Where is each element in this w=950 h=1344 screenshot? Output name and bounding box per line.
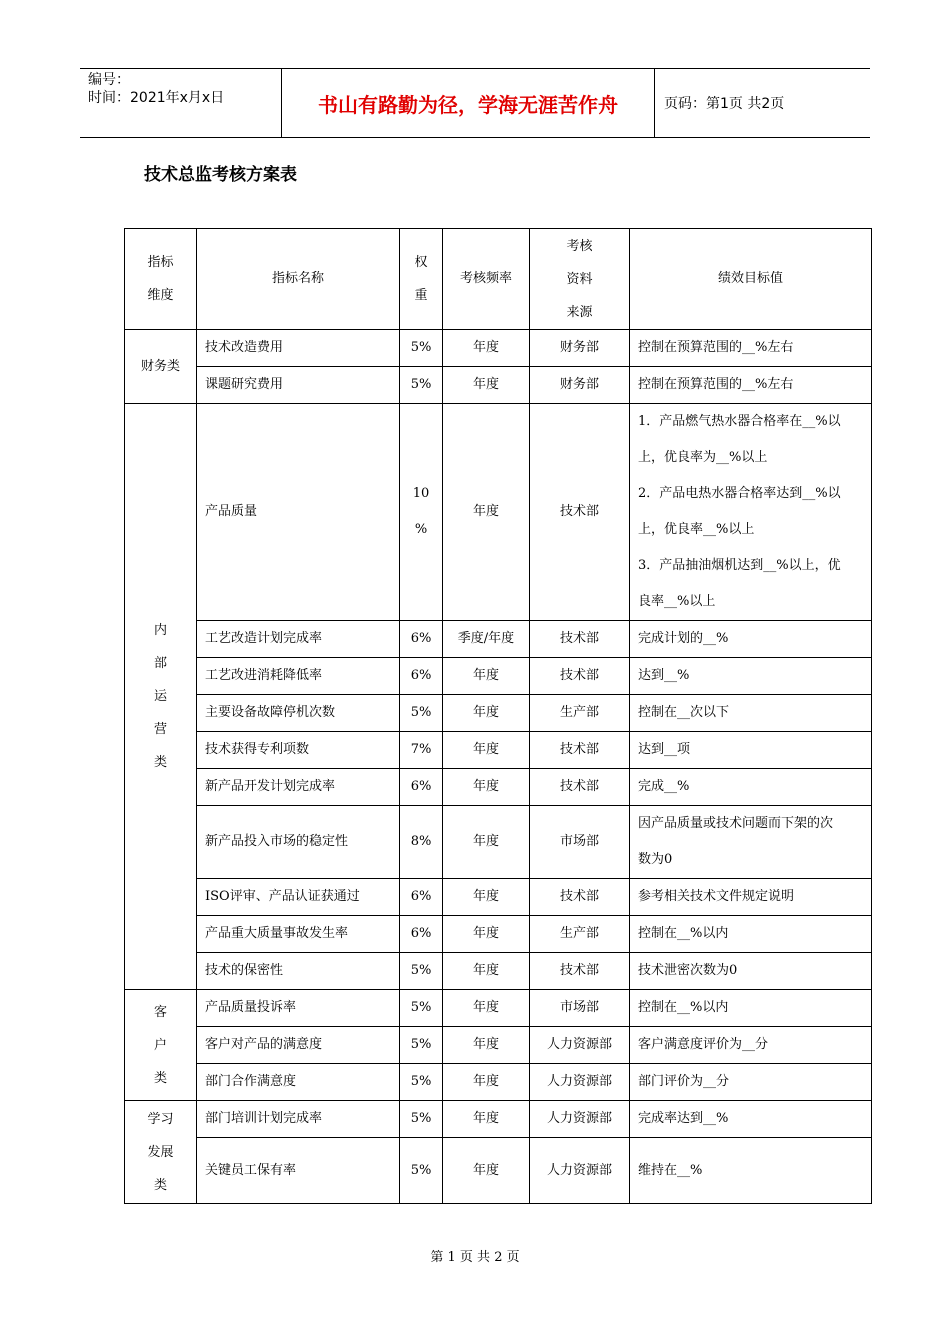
weight-cell: 6% [400,658,443,695]
target-cell: 部门评价为__分 [630,1064,872,1101]
indicator-name: 部门培训计划完成率 [197,1101,400,1138]
frequency-cell: 年度 [443,806,530,879]
dimension-label: 财务类 [140,359,180,374]
weight-cell: 5% [400,695,443,732]
source-cell: 技术部 [530,658,630,695]
dimension-label: 客 [153,1004,167,1020]
source-cell: 技术部 [530,953,630,990]
dimension-cell [125,990,197,1101]
frequency-cell: 年度 [443,990,530,1027]
table-row [125,732,872,769]
dimension-label: 类 [153,755,167,770]
indicator-name: 工艺改进消耗降低率 [197,658,400,695]
dimension-label: 户 [153,1037,167,1053]
target-cell: 控制在预算范围的__%左右 [630,330,872,367]
weight-cell: 6% [400,879,443,916]
target-line: 因产品质量或技术问题而下架的次 [638,816,834,831]
source-cell: 市场部 [530,806,630,879]
frequency-cell: 年度 [443,330,530,367]
kpi-table [124,228,872,1204]
weight-cell [400,404,443,621]
indicator-name: 新产品投入市场的稳定性 [197,806,400,879]
weight-cell: 5% [400,367,443,404]
table-row [125,916,872,953]
time-label: 时间：2021年x月x日 [88,90,225,106]
target-cell: 控制在__次以下 [630,695,872,732]
frequency-cell: 年度 [443,769,530,806]
dimension-label: 营 [153,722,167,737]
indicator-name: 新产品开发计划完成率 [197,769,400,806]
indicator-name: ISO评审、产品认证获通过 [197,879,400,916]
header-weight: 权 重 [400,229,443,330]
target-line: 数为0 [638,852,673,867]
weight-line: % [414,522,428,537]
header-frequency: 考核频率 [443,229,530,330]
target-cell: 控制在预算范围的__%左右 [630,367,872,404]
target-cell: 完成__% [630,769,872,806]
dimension-label: 类 [153,1177,167,1193]
frequency-cell: 年度 [443,916,530,953]
source-cell: 技术部 [530,879,630,916]
table-header-row [125,229,872,330]
target-line: 上，优良率__%以上 [638,522,755,537]
target-cell: 客户满意度评价为__分 [630,1027,872,1064]
dimension-label: 内 [153,623,167,638]
weight-cell: 6% [400,916,443,953]
weight-cell: 5% [400,1138,443,1204]
table-row [125,621,872,658]
indicator-name: 技术获得专利项数 [197,732,400,769]
target-cell [630,806,872,879]
motto: 书山有路勤为径，学海无涯苦作舟 [282,69,655,137]
weight-cell: 5% [400,990,443,1027]
frequency-cell: 年度 [443,879,530,916]
weight-cell: 5% [400,953,443,990]
source-cell: 财务部 [530,330,630,367]
source-cell: 人力资源部 [530,1101,630,1138]
table-row [125,367,872,404]
target-cell: 达到__% [630,658,872,695]
dimension-cell [125,330,197,404]
target-cell: 完成计划的__% [630,621,872,658]
table-body [125,330,872,1204]
indicator-name: 客户对产品的满意度 [197,1027,400,1064]
document-header [80,68,870,138]
frequency-cell: 年度 [443,695,530,732]
source-cell: 生产部 [530,695,630,732]
frequency-cell: 年度 [443,367,530,404]
header-meta [80,69,282,137]
table-row [125,769,872,806]
weight-cell: 6% [400,621,443,658]
target-cell [630,404,872,621]
header-dimension: 指标 维度 [125,229,197,330]
indicator-name: 部门合作满意度 [197,1064,400,1101]
dimension-cell [125,404,197,990]
indicator-name: 产品重大质量事故发生率 [197,916,400,953]
indicator-name: 关键员工保有率 [197,1138,400,1204]
table-row [125,1101,872,1138]
source-cell: 人力资源部 [530,1138,630,1204]
source-cell: 技术部 [530,621,630,658]
table-row [125,1064,872,1101]
page-title: 技术总监考核方案表 [144,165,297,185]
dimension-label: 运 [153,689,167,704]
frequency-cell: 年度 [443,953,530,990]
source-cell: 市场部 [530,990,630,1027]
target-cell: 控制在__%以内 [630,916,872,953]
indicator-name: 工艺改造计划完成率 [197,621,400,658]
weight-cell: 7% [400,732,443,769]
target-line: 上，优良率为__%以上 [638,450,768,465]
page-info: 页码：第1页 共2页 [664,96,785,112]
number-label: 编号： [88,72,130,88]
frequency-cell: 年度 [443,404,530,621]
weight-cell: 5% [400,1064,443,1101]
page-footer: 第 1 页 共 2 页 [430,1250,520,1265]
table-row [125,404,872,621]
indicator-name: 产品质量 [197,404,400,621]
table-row [125,658,872,695]
frequency-cell: 年度 [443,1101,530,1138]
header-source: 考核 资料 来源 [530,229,630,330]
frequency-cell: 季度/年度 [443,621,530,658]
weight-cell: 8% [400,806,443,879]
table-row [125,330,872,367]
target-cell: 技术泄密次数为0 [630,953,872,990]
table-row [125,1027,872,1064]
source-cell: 技术部 [530,404,630,621]
table-row [125,806,872,879]
target-line: 3．产品抽油烟机达到__%以上，优 [638,558,841,573]
weight-cell: 5% [400,1027,443,1064]
target-cell: 控制在__%以内 [630,990,872,1027]
target-cell: 达到__项 [630,732,872,769]
target-cell: 参考相关技术文件规定说明 [630,879,872,916]
frequency-cell: 年度 [443,658,530,695]
table-row [125,879,872,916]
table-row [125,1138,872,1204]
frequency-cell: 年度 [443,1064,530,1101]
indicator-name: 技术改造费用 [197,330,400,367]
dimension-label: 发展 [147,1144,174,1160]
header-target: 绩效目标值 [630,229,872,330]
frequency-cell: 年度 [443,1027,530,1064]
dimension-label: 部 [153,656,167,671]
source-cell: 财务部 [530,367,630,404]
target-line: 1．产品燃气热水器合格率在__%以 [638,414,841,429]
source-cell: 人力资源部 [530,1027,630,1064]
target-line: 良率__%以上 [638,594,716,609]
source-cell: 技术部 [530,732,630,769]
source-cell: 人力资源部 [530,1064,630,1101]
indicator-name: 产品质量投诉率 [197,990,400,1027]
indicator-name: 课题研究费用 [197,367,400,404]
dimension-cell [125,1101,197,1204]
table-row [125,990,872,1027]
source-cell: 生产部 [530,916,630,953]
target-cell: 维持在__% [630,1138,872,1204]
weight-cell: 5% [400,330,443,367]
source-cell: 技术部 [530,769,630,806]
weight-line: 10 [412,486,430,501]
target-cell: 完成率达到__% [630,1101,872,1138]
target-line: 2．产品电热水器合格率达到__%以 [638,486,841,501]
frequency-cell: 年度 [443,732,530,769]
weight-cell: 5% [400,1101,443,1138]
header-name: 指标名称 [197,229,400,330]
weight-cell: 6% [400,769,443,806]
table-row [125,953,872,990]
indicator-name: 技术的保密性 [197,953,400,990]
frequency-cell: 年度 [443,1138,530,1204]
dimension-label: 类 [153,1070,167,1086]
dimension-label: 学习 [147,1111,174,1127]
indicator-name: 主要设备故障停机次数 [197,695,400,732]
table-row [125,695,872,732]
